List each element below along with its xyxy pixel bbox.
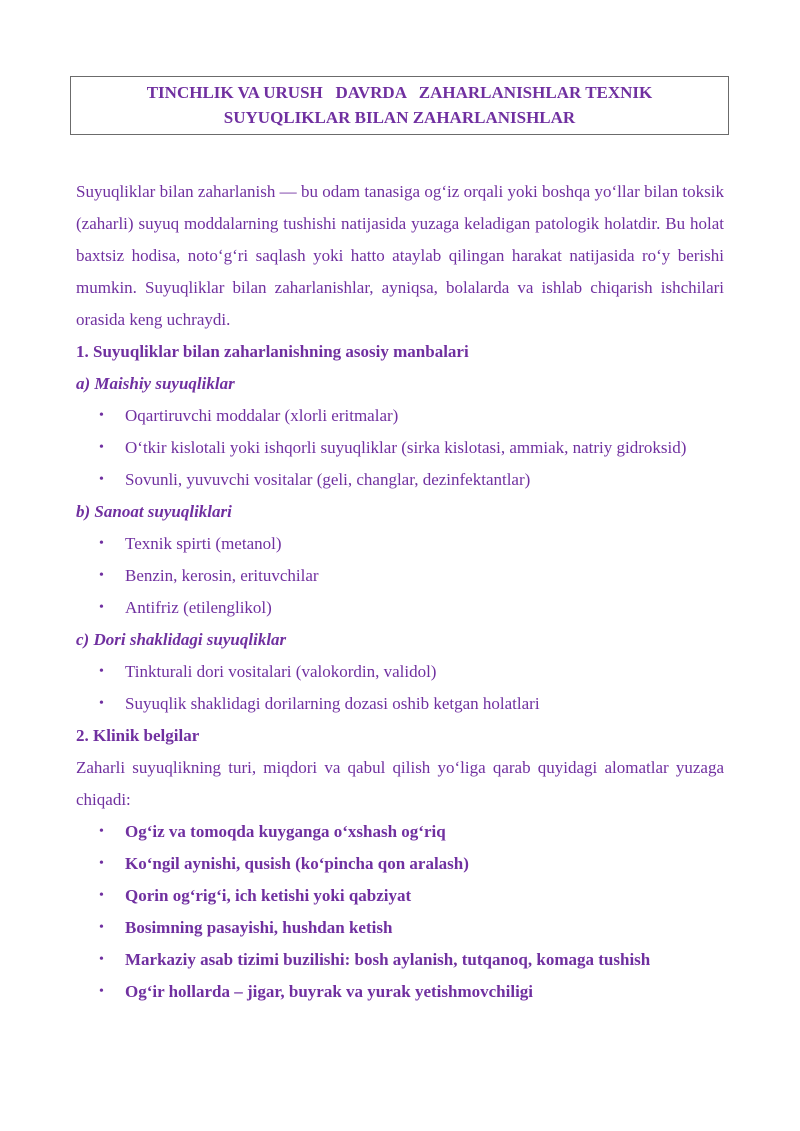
document-page (76, 76, 724, 1008)
bullet-icon: • (99, 568, 104, 583)
title-line-1: TINCHLIK VA URUSH DAVRDA ZAHARLANISHLAR TEXNIK (146, 83, 653, 102)
subsection-a-heading: a) Maishiy suyuqliklar (76, 374, 235, 393)
bullet-icon: • (99, 440, 104, 455)
list-item: • Suyuqlik shaklidagi dorilarning dozasi oshib ketgan holatlari (76, 688, 724, 720)
list-item: • Texnik spirti (metanol) (76, 528, 724, 560)
section-2-paragraph: Zaharli suyuqlikning turi, miqdori va qabul qilish yo‘liga qarab quyidagi alomatlar yuzaga chiqadi: (76, 758, 724, 809)
list-item: • Markaziy asab tizimi buzilishi: bosh aylanish, tutqanoq, komaga tushish (76, 944, 724, 976)
bullet-icon: • (99, 824, 104, 839)
subsection-b-heading: b) Sanoat suyuqliklari (76, 502, 232, 521)
section-1-heading: 1. Suyuqliklar bilan zaharlanishning asosiy manbalari (76, 342, 469, 361)
list-item: • Bosimning pasayishi, hushdan ketish (76, 912, 724, 944)
bullet-icon: • (99, 664, 104, 679)
list-item: • Oqartiruvchi moddalar (xlorli eritmalar) (76, 400, 724, 432)
list-item: • Og‘iz va tomoqda kuyganga o‘xshash og‘riq (76, 816, 724, 848)
subsection-c-heading: c) Dori shaklidagi suyuqliklar (76, 630, 287, 649)
bullet-icon: • (99, 408, 104, 423)
bullet-icon: • (99, 888, 104, 903)
list-item: • Sovunli, yuvuvchi vositalar (geli, changlar, dezinfektantlar) (76, 464, 724, 496)
bullet-icon: • (99, 600, 104, 615)
list-item: • Tinkturali dori vositalari (valokordin, validol) (76, 656, 724, 688)
list-item: • Benzin, kerosin, erituvchilar (76, 560, 724, 592)
list-item: • Ko‘ngil aynishi, qusish (ko‘pincha qon aralash) (76, 848, 724, 880)
subsection-c-list (76, 656, 724, 720)
subsection-b-list (76, 528, 724, 624)
title-line-2: SUYUQLIKLAR BILAN ZAHARLANISHLAR (223, 108, 576, 127)
list-item: • Qorin og‘rig‘i, ich ketishi yoki qabziyat (76, 880, 724, 912)
intro-paragraph: Suyuqliklar bilan zaharlanish — bu odam tanasiga og‘iz orqali yoki boshqa yo‘llar bilan toksik (zaharli) suyuq moddalarning tushishi natijasida yuzaga keladigan patologik holatdir. Bu holat baxtsiz hodisa, noto‘g‘ri saqlash yoki hatto ataylab qilingan harakat natijasida ro‘y berishi mumkin. Suyuqliklar bilan zaharlanishlar, ayniqsa, bolalarda va ishlab chiqarish ishchilari orasida keng uchraydi. (76, 182, 724, 329)
bullet-icon: • (99, 536, 104, 551)
list-item: • O‘tkir kislotali yoki ishqorli suyuqliklar (sirka kislotasi, ammiak, natriy gidroksid) (76, 432, 724, 464)
title-box (70, 76, 729, 135)
subsection-a-list (76, 400, 724, 496)
bullet-icon: • (99, 984, 104, 999)
symptoms-list (76, 816, 724, 1008)
bullet-icon: • (99, 472, 104, 487)
list-item: • Og‘ir hollarda – jigar, buyrak va yurak yetishmovchiligi (76, 976, 724, 1008)
bullet-icon: • (99, 696, 104, 711)
bullet-icon: • (99, 920, 104, 935)
section-2-heading: 2. Klinik belgilar (76, 726, 200, 745)
bullet-icon: • (99, 952, 104, 967)
list-item: • Antifriz (etilenglikol) (76, 592, 724, 624)
bullet-icon: • (99, 856, 104, 871)
